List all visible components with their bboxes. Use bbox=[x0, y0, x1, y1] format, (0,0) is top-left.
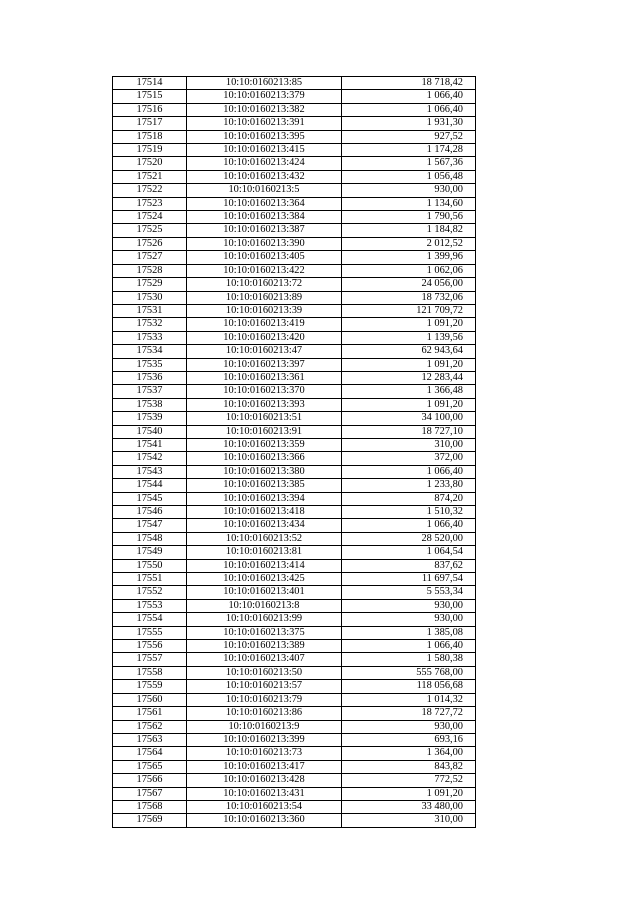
table-row bbox=[113, 197, 476, 210]
row-number-cell: 17531 bbox=[113, 304, 187, 317]
row-number-cell: 17533 bbox=[113, 331, 187, 344]
cadastral-number-cell: 10:10:0160213:86 bbox=[187, 707, 342, 720]
amount-cell: 772,52 bbox=[342, 774, 476, 787]
cadastral-number-cell: 10:10:0160213:389 bbox=[187, 640, 342, 653]
cadastral-number-cell: 10:10:0160213:414 bbox=[187, 559, 342, 572]
amount-cell: 1 580,38 bbox=[342, 653, 476, 666]
table-row bbox=[113, 170, 476, 183]
cadastral-number-cell: 10:10:0160213:79 bbox=[187, 693, 342, 706]
cadastral-number-cell: 10:10:0160213:39 bbox=[187, 304, 342, 317]
table-row bbox=[113, 237, 476, 250]
table-row bbox=[113, 492, 476, 505]
amount-cell: 930,00 bbox=[342, 613, 476, 626]
amount-cell: 372,00 bbox=[342, 452, 476, 465]
row-number-cell: 17515 bbox=[113, 90, 187, 103]
amount-cell: 555 768,00 bbox=[342, 666, 476, 679]
table-row bbox=[113, 666, 476, 679]
amount-cell: 24 056,00 bbox=[342, 278, 476, 291]
amount-cell: 1 066,40 bbox=[342, 90, 476, 103]
amount-cell: 18 718,42 bbox=[342, 77, 476, 90]
amount-cell: 930,00 bbox=[342, 184, 476, 197]
cadastral-number-cell: 10:10:0160213:395 bbox=[187, 130, 342, 143]
row-number-cell: 17537 bbox=[113, 385, 187, 398]
cadastral-number-cell: 10:10:0160213:405 bbox=[187, 251, 342, 264]
cadastral-number-cell: 10:10:0160213:50 bbox=[187, 666, 342, 679]
cadastral-number-cell: 10:10:0160213:57 bbox=[187, 680, 342, 693]
amount-cell: 12 283,44 bbox=[342, 371, 476, 384]
table-row bbox=[113, 251, 476, 264]
amount-cell: 930,00 bbox=[342, 720, 476, 733]
cadastral-number-cell: 10:10:0160213:425 bbox=[187, 573, 342, 586]
row-number-cell: 17522 bbox=[113, 184, 187, 197]
table-row bbox=[113, 157, 476, 170]
table-row bbox=[113, 278, 476, 291]
table-row bbox=[113, 707, 476, 720]
row-number-cell: 17545 bbox=[113, 492, 187, 505]
cadastral-number-cell: 10:10:0160213:380 bbox=[187, 465, 342, 478]
cadastral-number-cell: 10:10:0160213:394 bbox=[187, 492, 342, 505]
table-row bbox=[113, 371, 476, 384]
amount-cell: 1 056,48 bbox=[342, 170, 476, 183]
cadastral-number-cell: 10:10:0160213:387 bbox=[187, 224, 342, 237]
cadastral-number-cell: 10:10:0160213:54 bbox=[187, 800, 342, 813]
table-row bbox=[113, 358, 476, 371]
amount-cell: 1 091,20 bbox=[342, 398, 476, 411]
cadastral-number-cell: 10:10:0160213:5 bbox=[187, 184, 342, 197]
cadastral-number-cell: 10:10:0160213:73 bbox=[187, 747, 342, 760]
table-row bbox=[113, 438, 476, 451]
table-row bbox=[113, 653, 476, 666]
amount-cell: 33 480,00 bbox=[342, 800, 476, 813]
table-row bbox=[113, 747, 476, 760]
cadastral-number-cell: 10:10:0160213:99 bbox=[187, 613, 342, 626]
cadastral-number-cell: 10:10:0160213:85 bbox=[187, 77, 342, 90]
amount-cell: 1 399,96 bbox=[342, 251, 476, 264]
amount-cell: 1 364,00 bbox=[342, 747, 476, 760]
row-number-cell: 17546 bbox=[113, 506, 187, 519]
amount-cell: 1 366,48 bbox=[342, 385, 476, 398]
amount-cell: 1 184,82 bbox=[342, 224, 476, 237]
cadastral-number-cell: 10:10:0160213:8 bbox=[187, 599, 342, 612]
table-row bbox=[113, 680, 476, 693]
cadastral-number-cell: 10:10:0160213:393 bbox=[187, 398, 342, 411]
amount-cell: 1 091,20 bbox=[342, 318, 476, 331]
row-number-cell: 17551 bbox=[113, 573, 187, 586]
row-number-cell: 17543 bbox=[113, 465, 187, 478]
row-number-cell: 17561 bbox=[113, 707, 187, 720]
cadastral-number-cell: 10:10:0160213:434 bbox=[187, 519, 342, 532]
table-row bbox=[113, 77, 476, 90]
amount-cell: 1 931,30 bbox=[342, 117, 476, 130]
amount-cell: 1 062,06 bbox=[342, 264, 476, 277]
row-number-cell: 17539 bbox=[113, 412, 187, 425]
row-number-cell: 17544 bbox=[113, 479, 187, 492]
cadastral-number-cell: 10:10:0160213:382 bbox=[187, 103, 342, 116]
table-row bbox=[113, 184, 476, 197]
table-row bbox=[113, 626, 476, 639]
cadastral-number-cell: 10:10:0160213:366 bbox=[187, 452, 342, 465]
amount-cell: 34 100,00 bbox=[342, 412, 476, 425]
amount-cell: 1 567,36 bbox=[342, 157, 476, 170]
table-row bbox=[113, 452, 476, 465]
table-row bbox=[113, 599, 476, 612]
row-number-cell: 17541 bbox=[113, 438, 187, 451]
cadastral-number-cell: 10:10:0160213:418 bbox=[187, 506, 342, 519]
table-row bbox=[113, 787, 476, 800]
table-row bbox=[113, 90, 476, 103]
amount-cell: 28 520,00 bbox=[342, 532, 476, 545]
amount-cell: 11 697,54 bbox=[342, 573, 476, 586]
amount-cell: 837,62 bbox=[342, 559, 476, 572]
row-number-cell: 17565 bbox=[113, 760, 187, 773]
cadastral-number-cell: 10:10:0160213:379 bbox=[187, 90, 342, 103]
amount-cell: 18 732,06 bbox=[342, 291, 476, 304]
cadastral-number-cell: 10:10:0160213:431 bbox=[187, 787, 342, 800]
row-number-cell: 17529 bbox=[113, 278, 187, 291]
amount-cell: 874,20 bbox=[342, 492, 476, 505]
row-number-cell: 17520 bbox=[113, 157, 187, 170]
amount-cell: 18 727,72 bbox=[342, 707, 476, 720]
amount-cell: 2 012,52 bbox=[342, 237, 476, 250]
amount-cell: 18 727,10 bbox=[342, 425, 476, 438]
row-number-cell: 17560 bbox=[113, 693, 187, 706]
table-row bbox=[113, 130, 476, 143]
table-row bbox=[113, 546, 476, 559]
cadastral-number-cell: 10:10:0160213:81 bbox=[187, 546, 342, 559]
cadastral-number-cell: 10:10:0160213:407 bbox=[187, 653, 342, 666]
table-row bbox=[113, 800, 476, 813]
cadastral-number-cell: 10:10:0160213:91 bbox=[187, 425, 342, 438]
ledger-table bbox=[112, 76, 476, 828]
table-row bbox=[113, 693, 476, 706]
amount-cell: 1 066,40 bbox=[342, 103, 476, 116]
cadastral-number-cell: 10:10:0160213:364 bbox=[187, 197, 342, 210]
cadastral-number-cell: 10:10:0160213:51 bbox=[187, 412, 342, 425]
row-number-cell: 17538 bbox=[113, 398, 187, 411]
amount-cell: 62 943,64 bbox=[342, 345, 476, 358]
row-number-cell: 17559 bbox=[113, 680, 187, 693]
table-row bbox=[113, 733, 476, 746]
table-row bbox=[113, 720, 476, 733]
table-row bbox=[113, 519, 476, 532]
cadastral-number-cell: 10:10:0160213:417 bbox=[187, 760, 342, 773]
table-row bbox=[113, 506, 476, 519]
cadastral-number-cell: 10:10:0160213:428 bbox=[187, 774, 342, 787]
cadastral-number-cell: 10:10:0160213:422 bbox=[187, 264, 342, 277]
cadastral-number-cell: 10:10:0160213:391 bbox=[187, 117, 342, 130]
row-number-cell: 17536 bbox=[113, 371, 187, 384]
cadastral-number-cell: 10:10:0160213:361 bbox=[187, 371, 342, 384]
cadastral-number-cell: 10:10:0160213:397 bbox=[187, 358, 342, 371]
table-row bbox=[113, 264, 476, 277]
table-row bbox=[113, 144, 476, 157]
amount-cell: 5 553,34 bbox=[342, 586, 476, 599]
amount-cell: 693,16 bbox=[342, 733, 476, 746]
row-number-cell: 17550 bbox=[113, 559, 187, 572]
cadastral-number-cell: 10:10:0160213:52 bbox=[187, 532, 342, 545]
cadastral-number-cell: 10:10:0160213:72 bbox=[187, 278, 342, 291]
amount-cell: 1 139,56 bbox=[342, 331, 476, 344]
table-row bbox=[113, 291, 476, 304]
row-number-cell: 17556 bbox=[113, 640, 187, 653]
table-row bbox=[113, 304, 476, 317]
cadastral-number-cell: 10:10:0160213:420 bbox=[187, 331, 342, 344]
table-row bbox=[113, 814, 476, 827]
table-row bbox=[113, 385, 476, 398]
amount-cell: 1 091,20 bbox=[342, 787, 476, 800]
table-row bbox=[113, 211, 476, 224]
amount-cell: 1 790,56 bbox=[342, 211, 476, 224]
row-number-cell: 17532 bbox=[113, 318, 187, 331]
cadastral-number-cell: 10:10:0160213:89 bbox=[187, 291, 342, 304]
table-row bbox=[113, 117, 476, 130]
cadastral-number-cell: 10:10:0160213:9 bbox=[187, 720, 342, 733]
row-number-cell: 17534 bbox=[113, 345, 187, 358]
row-number-cell: 17547 bbox=[113, 519, 187, 532]
row-number-cell: 17569 bbox=[113, 814, 187, 827]
amount-cell: 927,52 bbox=[342, 130, 476, 143]
cadastral-number-cell: 10:10:0160213:419 bbox=[187, 318, 342, 331]
amount-cell: 1 066,40 bbox=[342, 465, 476, 478]
row-number-cell: 17514 bbox=[113, 77, 187, 90]
amount-cell: 930,00 bbox=[342, 599, 476, 612]
row-number-cell: 17549 bbox=[113, 546, 187, 559]
amount-cell: 310,00 bbox=[342, 814, 476, 827]
row-number-cell: 17525 bbox=[113, 224, 187, 237]
cadastral-number-cell: 10:10:0160213:384 bbox=[187, 211, 342, 224]
table-row bbox=[113, 224, 476, 237]
cadastral-number-cell: 10:10:0160213:385 bbox=[187, 479, 342, 492]
row-number-cell: 17555 bbox=[113, 626, 187, 639]
amount-cell: 1 064,54 bbox=[342, 546, 476, 559]
cadastral-number-cell: 10:10:0160213:401 bbox=[187, 586, 342, 599]
row-number-cell: 17519 bbox=[113, 144, 187, 157]
amount-cell: 1 233,80 bbox=[342, 479, 476, 492]
table-row bbox=[113, 318, 476, 331]
cadastral-number-cell: 10:10:0160213:375 bbox=[187, 626, 342, 639]
table-row bbox=[113, 398, 476, 411]
amount-cell: 121 709,72 bbox=[342, 304, 476, 317]
amount-cell: 1 134,60 bbox=[342, 197, 476, 210]
row-number-cell: 17535 bbox=[113, 358, 187, 371]
row-number-cell: 17542 bbox=[113, 452, 187, 465]
amount-cell: 843,82 bbox=[342, 760, 476, 773]
cadastral-number-cell: 10:10:0160213:370 bbox=[187, 385, 342, 398]
row-number-cell: 17540 bbox=[113, 425, 187, 438]
cadastral-number-cell: 10:10:0160213:390 bbox=[187, 237, 342, 250]
row-number-cell: 17516 bbox=[113, 103, 187, 116]
row-number-cell: 17566 bbox=[113, 774, 187, 787]
cadastral-number-cell: 10:10:0160213:47 bbox=[187, 345, 342, 358]
row-number-cell: 17518 bbox=[113, 130, 187, 143]
amount-cell: 1 510,32 bbox=[342, 506, 476, 519]
table-row bbox=[113, 573, 476, 586]
row-number-cell: 17530 bbox=[113, 291, 187, 304]
amount-cell: 1 174,28 bbox=[342, 144, 476, 157]
cadastral-number-cell: 10:10:0160213:424 bbox=[187, 157, 342, 170]
cadastral-number-cell: 10:10:0160213:399 bbox=[187, 733, 342, 746]
amount-cell: 118 056,68 bbox=[342, 680, 476, 693]
row-number-cell: 17563 bbox=[113, 733, 187, 746]
table-row bbox=[113, 103, 476, 116]
table-row bbox=[113, 774, 476, 787]
cadastral-number-cell: 10:10:0160213:359 bbox=[187, 438, 342, 451]
table-row bbox=[113, 465, 476, 478]
row-number-cell: 17527 bbox=[113, 251, 187, 264]
table-row bbox=[113, 479, 476, 492]
table-row bbox=[113, 640, 476, 653]
ledger-table-body bbox=[113, 77, 476, 828]
row-number-cell: 17568 bbox=[113, 800, 187, 813]
row-number-cell: 17567 bbox=[113, 787, 187, 800]
row-number-cell: 17562 bbox=[113, 720, 187, 733]
row-number-cell: 17554 bbox=[113, 613, 187, 626]
row-number-cell: 17548 bbox=[113, 532, 187, 545]
table-row bbox=[113, 345, 476, 358]
row-number-cell: 17521 bbox=[113, 170, 187, 183]
table-row bbox=[113, 613, 476, 626]
amount-cell: 1 091,20 bbox=[342, 358, 476, 371]
row-number-cell: 17517 bbox=[113, 117, 187, 130]
table-row bbox=[113, 760, 476, 773]
table-row bbox=[113, 425, 476, 438]
amount-cell: 1 385,08 bbox=[342, 626, 476, 639]
row-number-cell: 17528 bbox=[113, 264, 187, 277]
amount-cell: 310,00 bbox=[342, 438, 476, 451]
table-row bbox=[113, 532, 476, 545]
row-number-cell: 17553 bbox=[113, 599, 187, 612]
amount-cell: 1 066,40 bbox=[342, 519, 476, 532]
cadastral-number-cell: 10:10:0160213:432 bbox=[187, 170, 342, 183]
row-number-cell: 17558 bbox=[113, 666, 187, 679]
row-number-cell: 17552 bbox=[113, 586, 187, 599]
table-row bbox=[113, 586, 476, 599]
row-number-cell: 17557 bbox=[113, 653, 187, 666]
amount-cell: 1 014,32 bbox=[342, 693, 476, 706]
cadastral-number-cell: 10:10:0160213:360 bbox=[187, 814, 342, 827]
table-row bbox=[113, 559, 476, 572]
table-row bbox=[113, 331, 476, 344]
amount-cell: 1 066,40 bbox=[342, 640, 476, 653]
row-number-cell: 17524 bbox=[113, 211, 187, 224]
cadastral-number-cell: 10:10:0160213:415 bbox=[187, 144, 342, 157]
row-number-cell: 17526 bbox=[113, 237, 187, 250]
row-number-cell: 17564 bbox=[113, 747, 187, 760]
table-row bbox=[113, 412, 476, 425]
row-number-cell: 17523 bbox=[113, 197, 187, 210]
